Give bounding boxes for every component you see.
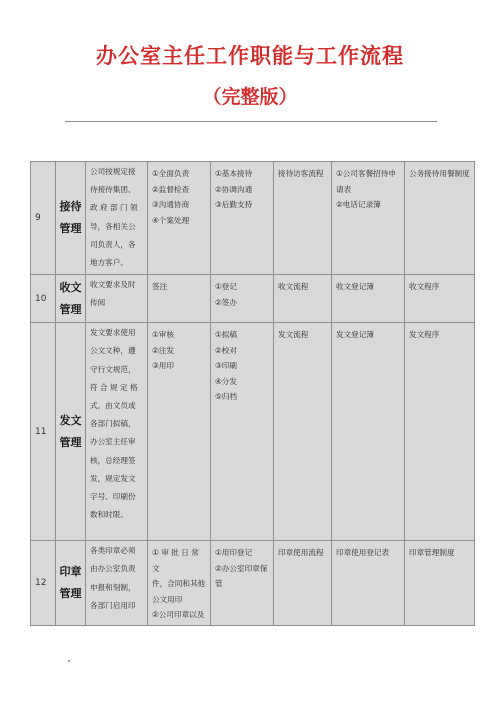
- responsibility-cell: [148, 275, 211, 323]
- document-title: 办公室主任工作职能与工作流程: [96, 44, 404, 68]
- task-cell-line: 管: [215, 579, 223, 589]
- item-description-line: 发，规定发文: [90, 473, 136, 483]
- table-row: [31, 541, 475, 626]
- item-name-line: 发文: [59, 413, 82, 427]
- table-row: [31, 162, 475, 275]
- responsibility-cell-line: ①审核: [152, 330, 174, 340]
- form-cell-line: 请表: [336, 184, 352, 194]
- item-description-line: 公文文种，遵: [90, 346, 136, 356]
- process-cell-line: 收文流程: [278, 282, 309, 292]
- item-description-line: 政 府 部 门 领: [90, 203, 138, 213]
- form-cell-line: 印章使用登记表: [336, 548, 390, 558]
- responsibility-cell-line: ②注发: [152, 345, 174, 355]
- responsibility-cell: [148, 162, 211, 275]
- item-description-line: 各类印章必须: [90, 546, 136, 556]
- process-cell-line: 发文流程: [278, 330, 309, 340]
- item-description-line: 传阅: [90, 298, 106, 308]
- responsibility-cell-line: 公文用印: [152, 594, 183, 604]
- policy-cell-line: 印章管理制度: [409, 548, 455, 558]
- process-cell: [274, 541, 332, 626]
- item-description-line: 各部门启用印: [90, 600, 136, 610]
- responsibility-cell-line: ①全面负责: [152, 169, 190, 178]
- form-cell-line: 发文登记簿: [336, 330, 374, 340]
- responsibility-cell-line: ②监督检查: [152, 184, 190, 194]
- row-number: 11: [31, 323, 56, 541]
- item-description-line: 字号、印刷份: [90, 492, 136, 502]
- title-divider: [65, 121, 437, 122]
- process-cell: [274, 275, 332, 323]
- row-number: 9: [31, 162, 56, 275]
- item-description-line: 公司按规定接: [90, 167, 136, 176]
- item-name-line: 收文: [59, 280, 82, 294]
- form-cell-line: ②电话记录簿: [336, 200, 381, 209]
- process-cell: [274, 162, 332, 275]
- responsibility-cell-line: ③沟通协商: [152, 200, 190, 209]
- responsibility-cell: [148, 323, 211, 541]
- policy-cell-line: 收文程序: [409, 282, 440, 292]
- item-name-line: 管理: [59, 302, 82, 316]
- item-name-line: 管理: [59, 586, 82, 600]
- form-cell: [332, 162, 405, 275]
- row-number: 12: [31, 541, 56, 626]
- item-description-line: 各部门拟稿，: [90, 419, 136, 429]
- item-name-line: 印章: [59, 564, 82, 578]
- item-name: [56, 275, 86, 323]
- item-name-line: 管理: [59, 222, 82, 236]
- item-description-line: 符 合 规 定 格: [90, 382, 138, 392]
- responsibility-cell: [148, 541, 211, 626]
- responsibility-cell-line: ④个案处理: [152, 215, 190, 225]
- item-description-line: 地方客户。: [90, 258, 128, 268]
- policy-cell: [405, 275, 475, 323]
- responsibility-cell-line: ③用印: [152, 361, 174, 371]
- form-cell-line: 收文登记簿: [336, 282, 374, 292]
- item-name: [56, 541, 86, 626]
- task-cell-line: ②办公室印章保: [215, 563, 268, 573]
- process-cell-line: 印章使用流程: [278, 548, 324, 558]
- item-description-line: 式，由文员或: [90, 401, 136, 411]
- item-description-line: 由办公室负责: [90, 564, 136, 574]
- page-dot: [68, 660, 70, 662]
- item-description: [86, 162, 148, 275]
- form-cell: [332, 541, 405, 626]
- form-cell: [332, 323, 405, 541]
- item-name: [56, 323, 86, 541]
- item-description-line: 收文要求及时: [90, 280, 136, 290]
- form-cell-line: ①公司客餐招待申: [336, 169, 396, 178]
- task-cell-line: ⑤归档: [215, 392, 237, 402]
- task-cell: [211, 323, 274, 541]
- task-cell-line: ③后勤支持: [215, 200, 253, 209]
- task-cell-line: ③印刷: [215, 361, 237, 371]
- item-description-line: 申报和刻制，: [90, 582, 136, 592]
- task-cell-line: ①拟稿: [215, 330, 237, 340]
- item-description-line: 守行文规范，: [90, 364, 136, 374]
- item-name-line: 接待: [59, 200, 82, 214]
- item-description-line: 导，各相关公: [90, 221, 136, 231]
- task-cell-line: ①用印登记: [215, 548, 253, 558]
- policy-cell: [405, 541, 475, 626]
- table-body: [31, 162, 475, 626]
- form-cell: [332, 275, 405, 323]
- task-cell: [211, 162, 274, 275]
- item-description: [86, 541, 148, 626]
- task-cell-line: ①基本接待: [215, 169, 253, 178]
- document-subtitle: （完整版）: [202, 86, 298, 108]
- responsibility-cell-line: 件，合同和其他: [152, 579, 206, 589]
- item-description-line: 核，总经理签: [90, 455, 136, 465]
- policy-cell-line: 公务接待用餐制度: [409, 169, 470, 178]
- responsibility-cell-line: ②公司印章以及: [152, 610, 205, 620]
- process-cell: [274, 323, 332, 541]
- task-cell-line: ①登记: [215, 282, 237, 292]
- item-description: [86, 323, 148, 541]
- table-row: [31, 323, 475, 541]
- task-cell-line: ②签办: [215, 297, 237, 307]
- responsibility-cell-line: ① 审 批 日 常 文: [152, 548, 199, 573]
- task-cell: [211, 275, 274, 323]
- workflow-table: [30, 161, 475, 626]
- row-number: 10: [31, 275, 56, 323]
- policy-cell-line: 发文程序: [409, 330, 440, 340]
- table-row: [31, 275, 475, 323]
- item-name: [56, 162, 86, 275]
- item-description-line: 发文要求使用: [90, 328, 136, 338]
- item-description-line: 办公室主任审: [90, 437, 136, 447]
- task-cell-line: ④分发: [215, 376, 237, 386]
- task-cell-line: ②校对: [215, 345, 237, 355]
- process-cell-line: 接待访客流程: [278, 169, 324, 178]
- item-name-line: 管理: [59, 435, 82, 449]
- item-description-line: 司负责人，各: [90, 239, 136, 249]
- task-cell-line: ②协调沟通: [215, 184, 253, 194]
- item-description-line: 待接待集团、: [90, 185, 136, 195]
- item-description: [86, 275, 148, 323]
- policy-cell: [405, 323, 475, 541]
- policy-cell: [405, 162, 475, 275]
- item-description-line: 数和时限。: [90, 510, 128, 520]
- task-cell: [211, 541, 274, 626]
- responsibility-cell-line: 签注: [152, 282, 168, 292]
